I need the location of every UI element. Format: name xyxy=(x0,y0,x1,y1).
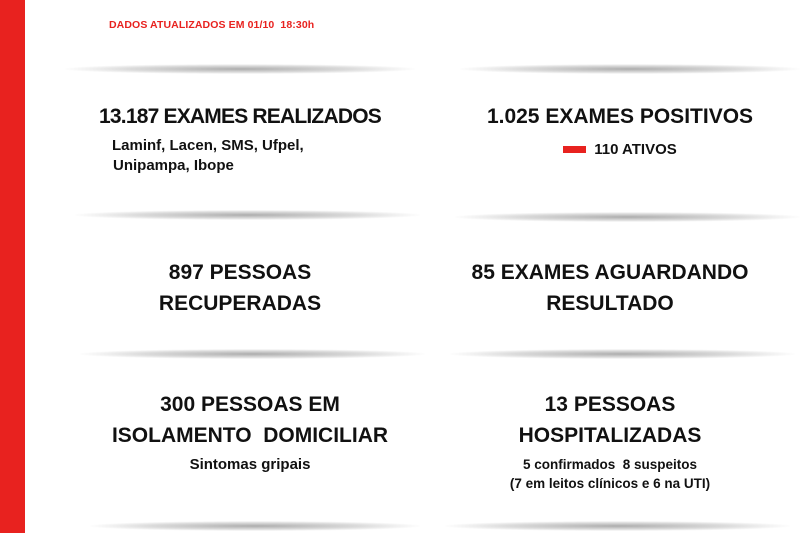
recovered-line1: 897 PESSOAS xyxy=(168,261,312,284)
isolation-line2: ISOLAMENTO DOMICILIAR xyxy=(111,424,389,447)
hospitalized-line2: HOSPITALIZADAS xyxy=(518,424,702,447)
left-accent-bar xyxy=(0,0,25,533)
exams-done-sources-line2: Unipampa, Ibope xyxy=(113,157,234,174)
hospitalized-line1: 13 PESSOAS xyxy=(544,393,676,416)
active-cases-badge xyxy=(563,141,677,158)
divider-shadow xyxy=(445,521,790,531)
active-cases-label: 110 ATIVOS xyxy=(594,141,677,158)
divider-shadow xyxy=(450,349,795,359)
awaiting-line2: RESULTADO xyxy=(546,292,674,315)
exams-done-sources xyxy=(70,136,410,176)
awaiting-line1: 85 EXAMES AGUARDANDO xyxy=(471,261,749,284)
exams-positive-tile xyxy=(450,101,790,158)
awaiting-results-tile xyxy=(430,257,790,319)
exams-done-title: 13.187 EXAMES REALIZADOS xyxy=(99,105,381,128)
divider-shadow xyxy=(80,349,425,359)
isolation-line1: 300 PESSOAS EM xyxy=(160,393,340,416)
exams-done-sources-line1: Laminf, Lacen, SMS, Ufpel, xyxy=(112,137,304,154)
divider-shadow xyxy=(65,64,415,74)
divider-shadow xyxy=(75,210,420,220)
hospitalized-note-line2: (7 em leitos clínicos e 6 na UTI) xyxy=(509,476,711,491)
recovered-line2: RECUPERADAS xyxy=(158,292,322,315)
exams-done-tile xyxy=(70,101,410,176)
hospitalized-note-line1: 5 confirmados 8 suspeitos xyxy=(522,457,698,472)
divider-shadow xyxy=(455,212,800,222)
update-timestamp: DADOS ATUALIZADOS EM 01/10 18:30h xyxy=(109,19,315,31)
divider-shadow xyxy=(90,521,420,531)
exams-positive-title: 1.025 EXAMES POSITIVOS xyxy=(486,105,754,128)
hospitalized-tile xyxy=(440,389,780,493)
red-dash-icon xyxy=(563,146,586,153)
home-isolation-tile xyxy=(60,389,440,475)
divider-shadow xyxy=(460,64,800,74)
isolation-note: Sintomas gripais xyxy=(189,456,311,473)
recovered-tile xyxy=(70,257,410,319)
